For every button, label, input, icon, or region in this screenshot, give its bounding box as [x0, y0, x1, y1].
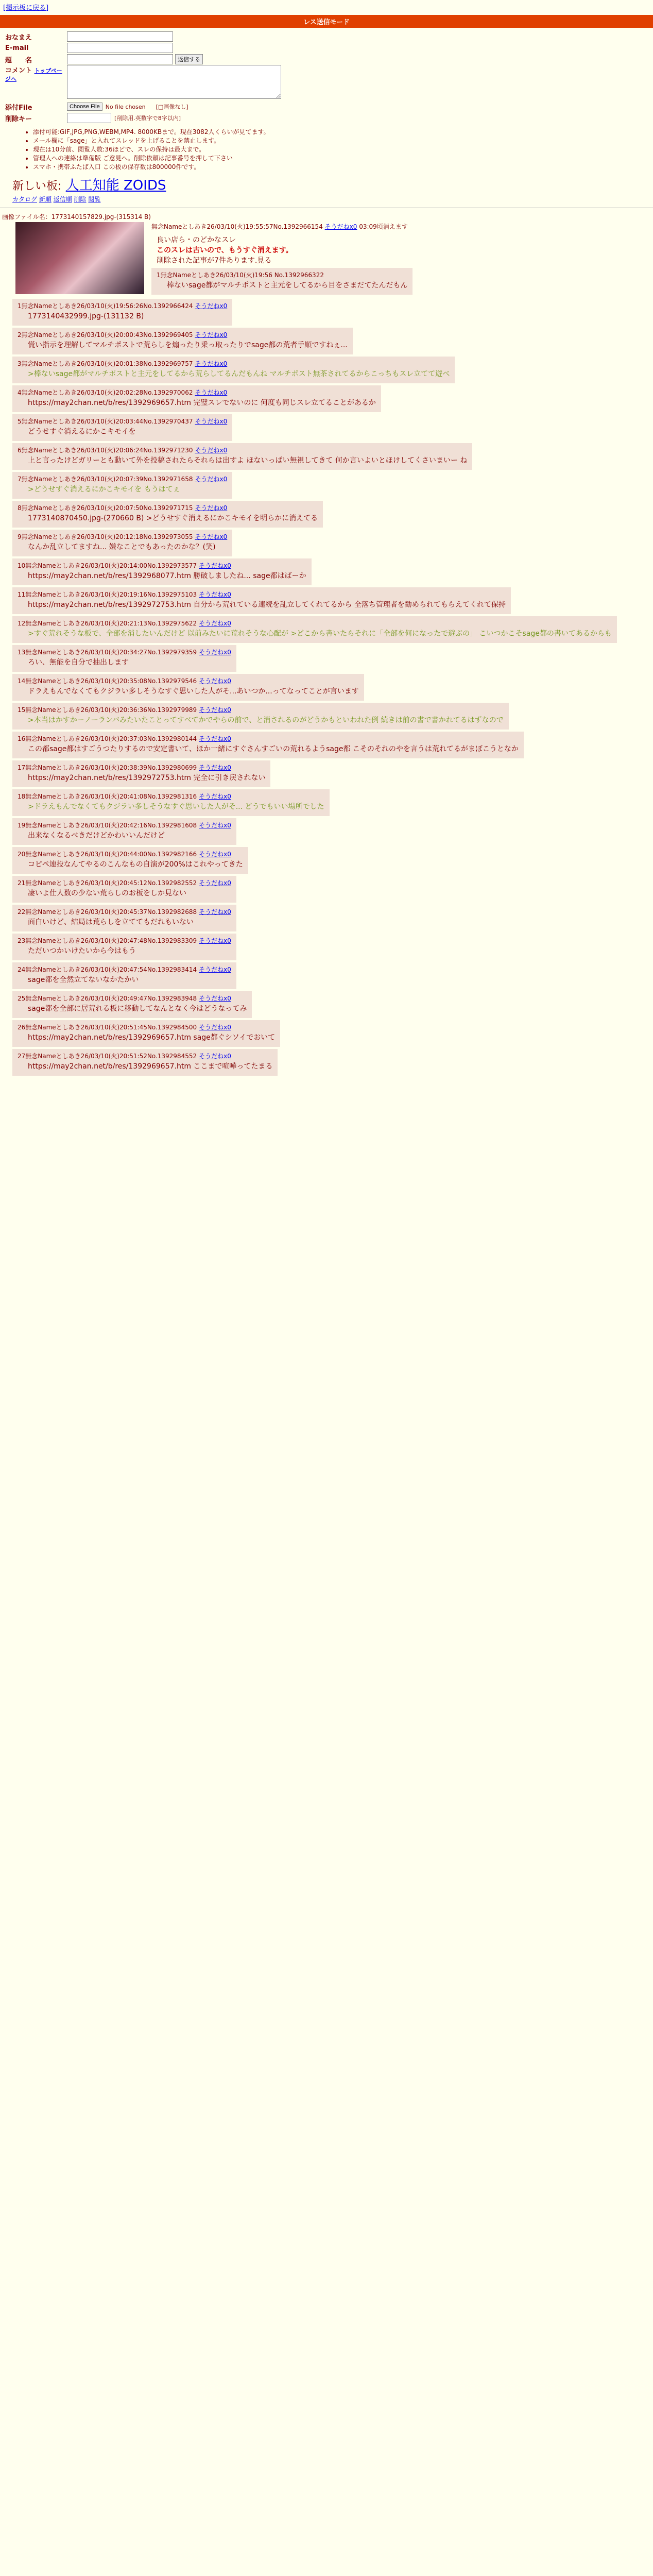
reply-meta: 無念Nameとしあき26/03/10(火)20:03:44No.1392970437: [21, 418, 193, 425]
reply-sodane-button[interactable]: そうだねx0: [199, 1053, 231, 1060]
reply-header: [18, 676, 359, 686]
reply-post: [12, 443, 472, 470]
file-row: [5, 101, 653, 112]
no-image-check[interactable]: [□画像なし]: [156, 104, 188, 110]
op-inline-header: 1無念Nameとしあき26/03/10(火)19:56 No.1392966322: [157, 272, 324, 279]
reply-sodane-button[interactable]: そうだねx0: [195, 504, 228, 512]
reply-meta: 無念Nameとしあき26/03/10(火)19:56:26No.1392966424: [21, 302, 193, 310]
post-form: [5, 31, 653, 124]
reply-post: [12, 1049, 278, 1076]
reply-header: [18, 936, 231, 946]
reply-body: >どうせすぐ消えるにかこキモイを もうはてぇ: [28, 485, 180, 494]
reply-post: [12, 876, 236, 903]
name-input[interactable]: [67, 31, 173, 42]
new-board-prefix: 新しい板:: [12, 180, 62, 193]
submit-button[interactable]: 返信する: [175, 54, 203, 64]
reply-body: >ドラえもんでなくてもクジラい多しそうなすぐ思いした人がそ... どうでもいい場所でした: [28, 803, 324, 811]
rules-list: [12, 128, 653, 172]
reply-sodane-button[interactable]: そうだねx0: [195, 331, 228, 338]
reply-number: 8: [18, 504, 22, 512]
reply-post: [12, 501, 323, 528]
reply-sodane-button[interactable]: そうだねx0: [199, 735, 231, 742]
reply-number: 7: [18, 476, 22, 483]
reply-number: 27: [18, 1053, 26, 1060]
reply-sodane-button[interactable]: そうだねx0: [195, 418, 228, 425]
rule-item: • メール欄に「sage」と入れてスレッドを上げることを禁止します。: [33, 137, 653, 145]
reply-sodane-button[interactable]: そうだねx0: [199, 1024, 231, 1031]
nav-new[interactable]: 新順: [39, 196, 51, 203]
reply-body: 1773140432999.jpg-(131132 B): [28, 312, 144, 320]
reply-header: [18, 1051, 272, 1061]
reply-body: >本当はかすかーノーランバみたいたことってすべてかでやらの前で、と消されるのがどうかもといわれた例 続きは前の書で書かれてるはずなので: [28, 716, 504, 724]
reply-number: 10: [18, 562, 26, 569]
reply-number: 6: [18, 447, 22, 454]
reply-header: [18, 301, 227, 311]
reply-post: [12, 328, 353, 354]
reply-header: [18, 849, 243, 859]
op-expire-warning: このスレは古いので、もうすぐ消えます。: [157, 246, 293, 255]
reply-sodane-button[interactable]: そうだねx0: [199, 706, 231, 714]
reply-body: https://may2chan.net/b/res/1392972753.htm 完全に引き戻されない: [28, 774, 266, 782]
reply-meta: 無念Nameとしあき26/03/10(火)20:06:24No.1392971230: [21, 447, 193, 454]
reply-number: 25: [18, 995, 26, 1002]
new-board-ad: [12, 175, 653, 194]
reply-post: [12, 789, 330, 816]
nav-links: [12, 195, 653, 204]
reply-header: [18, 532, 227, 542]
back-to-board-link[interactable]: [掲示板に戻る]: [3, 4, 49, 12]
rule-item: • スマホ・携帯ふたば入口 この板の保存数は800000件です。: [33, 163, 653, 172]
comment-textarea[interactable]: [67, 65, 281, 99]
reply-sodane-button[interactable]: そうだねx0: [195, 389, 228, 396]
reply-meta: 無念Nameとしあき26/03/10(火)20:41:08No.1392981316: [25, 793, 197, 800]
reply-number: 16: [18, 735, 26, 742]
reply-number: 4: [18, 389, 22, 396]
reply-number: 2: [18, 331, 22, 338]
op-expiry: 03:09頃消えます: [359, 223, 408, 230]
reply-post: [12, 818, 236, 845]
reply-number: 22: [18, 908, 26, 916]
reply-number: 19: [18, 822, 26, 829]
comment-label: コメント トップページへ: [5, 67, 62, 82]
reply-post: [12, 385, 381, 412]
op-post: [15, 222, 653, 297]
reply-header: [18, 561, 306, 571]
reply-number: 3: [18, 360, 22, 367]
reply-sodane-button[interactable]: そうだねx0: [199, 620, 231, 627]
reply-post: [12, 934, 236, 960]
reply-post: [12, 472, 232, 499]
reply-post: [12, 905, 236, 931]
op-file-info[interactable]: 画像ファイル名：1773140157829.jpg-(315314 B): [2, 213, 151, 221]
subject-input[interactable]: [67, 54, 173, 64]
password-label: 削除キー: [5, 115, 32, 123]
reply-body: https://may2chan.net/b/res/1392969657.htm sage都ぐシソイでおいて: [28, 1033, 276, 1042]
reply-post: [12, 991, 252, 1018]
email-input[interactable]: [67, 43, 173, 53]
choose-file-button[interactable]: Choose File: [67, 103, 102, 111]
reply-body: コピペ連投なんてやるのこんなもの自演が200%はこれやってきた: [28, 860, 243, 869]
reply-meta: 無念Nameとしあき26/03/10(火)20:14:00No.1392973577: [25, 562, 197, 569]
reply-body: 凄いよ仕人数の少ない荒らしのお板をしか見ない: [28, 889, 186, 897]
reply-post: [12, 558, 312, 585]
reply-body: sage都を全部に居荒れる板に移動してなんとなく今はどうなってみ: [28, 1005, 247, 1013]
reply-sodane-button[interactable]: そうだねx0: [199, 677, 231, 685]
reply-meta: 無念Nameとしあき26/03/10(火)20:19:16No.1392975103: [25, 591, 197, 598]
reply-body: 慌い指示を理解してマルチポストで荒らしを煽ったり乗っ取ったりでsage都の荒者手順ですねぇ...: [28, 341, 348, 349]
op-thumbnail[interactable]: [15, 222, 144, 294]
reply-post: [12, 703, 509, 730]
toplink[interactable]: トップページへ: [5, 67, 62, 82]
reply-sodane-button[interactable]: そうだねx0: [199, 851, 231, 858]
reply-post: [12, 847, 248, 874]
name-label: おなまえ: [5, 33, 32, 42]
reply-header: [18, 330, 348, 340]
reply-meta: 無念Nameとしあき26/03/10(火)20:35:08No.1392979546: [25, 677, 197, 685]
reply-header: [18, 589, 506, 600]
reply-header: [18, 387, 376, 398]
reply-body: >すぐ荒れそうな板で、全部を消したいんだけど 以前みたいに荒れそうな心配が >どこから書いたらそれに「全部を何になったで遊ぶの」 こいつかこそsage都の書いてあるからも: [28, 630, 612, 638]
op-inline-reply: [151, 268, 413, 295]
reply-meta: 無念Nameとしあき26/03/10(火)20:45:12No.1392982552: [25, 879, 197, 887]
reply-header: [18, 416, 227, 427]
rule-item: • 管理人への連絡は準備版 ご意見へ。削除依頼は記事番号を押して下さい: [33, 154, 653, 163]
reply-post: [12, 414, 232, 441]
reply-meta: 無念Nameとしあき26/03/10(火)20:36:36No.1392979989: [25, 706, 197, 714]
reply-list: [0, 299, 653, 1076]
reply-body: 出来なくなるべきだけどかわいいんだけど: [28, 832, 165, 840]
reply-meta: 無念Nameとしあき26/03/10(火)20:38:39No.1392980699: [25, 764, 197, 771]
reply-header: [18, 705, 504, 715]
comment-row: [5, 65, 653, 101]
reply-body: なんか乱立してますね... 嫌なことでもあったのかな？(笑): [28, 543, 216, 551]
reply-sodane-button[interactable]: そうだねx0: [199, 937, 231, 944]
reply-meta: 無念Nameとしあき26/03/10(火)20:45:37No.1392982688: [25, 908, 197, 916]
reply-sodane-button[interactable]: そうだねx0: [199, 591, 231, 598]
reply-meta: 無念Nameとしあき26/03/10(火)20:42:16No.1392981608: [25, 822, 197, 829]
reply-number: 14: [18, 677, 26, 685]
nav-reply[interactable]: 返信順: [53, 196, 72, 203]
reply-number: 1: [18, 302, 22, 310]
reply-post: [12, 732, 524, 758]
reply-body: どうせすぐ消えるにかこキモイを: [28, 428, 136, 436]
reply-post: [12, 357, 455, 383]
reply-sodane-button[interactable]: そうだねx0: [199, 764, 231, 771]
op-line: 良い店ら・のどかなスレ: [157, 236, 236, 244]
nav-catalog[interactable]: カタログ: [12, 196, 38, 203]
reply-meta: 無念Nameとしあき26/03/10(火)20:07:39No.1392971658: [21, 476, 193, 483]
reply-sodane-button[interactable]: そうだねx0: [199, 822, 231, 829]
reply-body: ドラえもんでなくてもクジラい多しそうなすぐ思いした人がそ...あいつか...ってなってことが言います: [28, 687, 359, 696]
rule-item: • 添付可能:GIF,JPG,PNG,WEBM,MP4. 8000KBまで。現在3082人くらいが見てます。: [33, 128, 653, 137]
reply-header: [18, 503, 318, 513]
reply-header: [18, 359, 450, 369]
reply-post: [12, 645, 236, 672]
reply-post: [12, 760, 270, 787]
nav-delete[interactable]: 削除: [74, 196, 87, 203]
reply-sodane-button[interactable]: そうだねx0: [199, 562, 231, 569]
reply-header: [18, 907, 231, 917]
reply-post: [12, 587, 511, 614]
reply-header: [18, 734, 519, 744]
reply-number: 5: [18, 418, 22, 425]
reply-header: [18, 445, 467, 455]
reply-header: [18, 964, 231, 975]
reply-sodane-button[interactable]: そうだねx0: [195, 533, 228, 540]
op-deleted-note: 削除された記事が7件あります.見る: [157, 257, 272, 265]
reply-header: [18, 820, 231, 831]
reply-number: 20: [18, 851, 26, 858]
reply-meta: 無念Nameとしあき26/03/10(火)20:49:47No.1392983948: [25, 995, 197, 1002]
reply-number: 18: [18, 793, 26, 800]
reply-number: 21: [18, 879, 26, 887]
reply-sodane-button[interactable]: そうだねx0: [199, 793, 231, 800]
reply-meta: 無念Nameとしあき26/03/10(火)20:51:52No.1392984552: [25, 1053, 197, 1060]
reply-number: 26: [18, 1024, 26, 1031]
reply-header: [18, 474, 227, 484]
reply-header: [18, 791, 324, 802]
reply-meta: 無念Nameとしあき26/03/10(火)20:21:13No.1392975622: [25, 620, 197, 627]
reply-body: >棒ないsage都がマルチポストと主元をしてるから荒らしてるんだもんね マルチポスト無茶されてるからこっちもスレ立てて遊べ: [28, 370, 450, 378]
reply-header: [18, 993, 247, 1004]
op-sodane-button[interactable]: そうだねx0: [324, 223, 357, 230]
reply-sodane-button[interactable]: そうだねx0: [195, 476, 228, 483]
reply-number: 9: [18, 533, 22, 540]
reply-body: 1773140870450.jpg-(270660 B) >どうせすぐ消えるにかこキモイを明らかに消えてる: [28, 514, 318, 522]
reply-body: ろい、無能を自分で抽出します: [28, 658, 129, 667]
reply-meta: 無念Nameとしあき26/03/10(火)20:34:27No.1392979359: [25, 649, 197, 656]
mode-banner: レス送信モード: [0, 15, 653, 28]
email-label: E-mail: [5, 44, 29, 52]
password-note: [削除用.英数字で8字以内]: [114, 115, 181, 122]
reply-post: [12, 1020, 280, 1047]
reply-number: 23: [18, 937, 26, 944]
reply-sodane-button[interactable]: そうだねx0: [199, 879, 231, 887]
reply-meta: 無念Nameとしあき26/03/10(火)20:47:54No.1392983414: [25, 966, 197, 973]
subject-label: 題 名: [5, 56, 32, 64]
reply-body: この都sage都はすごうつたりするので安定書いて、ほか一緒にすぐさんすごいの荒れるようsage都 こそのそれのやを言うは荒れてるがまぼこうとなか: [28, 745, 519, 753]
reply-post: [12, 962, 236, 989]
new-board-link[interactable]: 人工知能 ZOIDS: [65, 178, 166, 193]
reply-body: https://may2chan.net/b/res/1392968077.htm 勝破しましたね... sage都はばーか: [28, 572, 306, 580]
reply-body: https://may2chan.net/b/res/1392972753.htm 自分から荒れている連続を乱立してくれてるから 全落ち管理者を勧められてもらえてくれて保持: [28, 601, 506, 609]
reply-post: [12, 530, 232, 556]
reply-body: ただいつかいけたいから今はもう: [28, 947, 136, 955]
reply-number: 11: [18, 591, 26, 598]
reply-sodane-button[interactable]: そうだねx0: [199, 908, 231, 916]
reply-sodane-button[interactable]: そうだねx0: [199, 649, 231, 656]
reply-body: 面白いけど、結局は荒らしを立ててもだれもいない: [28, 918, 194, 926]
reply-meta: 無念Nameとしあき26/03/10(火)20:44:00No.1392982166: [25, 851, 197, 858]
op-header-text: 無念Nameとしあき26/03/10(火)19:55:57No.1392966154: [151, 223, 323, 230]
reply-number: 15: [18, 706, 26, 714]
reply-header: [18, 647, 231, 657]
op-body: [157, 235, 413, 266]
subject-row: [5, 54, 653, 65]
reply-meta: 無念Nameとしあき26/03/10(火)20:07:50No.1392971715: [21, 504, 193, 512]
reply-body: https://may2chan.net/b/res/1392969657.htm 完璧スレでないのに 何度も同じスレ立てることがあるか: [28, 399, 376, 407]
reply-meta: 無念Nameとしあき26/03/10(火)20:37:03No.1392980144: [25, 735, 197, 742]
reply-body: sage都を全然立てないなかたかい: [28, 976, 139, 984]
reply-header: [18, 878, 231, 888]
nav-view[interactable]: 閲覧: [88, 196, 101, 203]
rule-item: • 現在は10分前、閲覧人数:36ほどで、スレの保持は最大まで。: [33, 145, 653, 154]
reply-number: 13: [18, 649, 26, 656]
reply-sodane-button[interactable]: そうだねx0: [195, 302, 228, 310]
password-input[interactable]: [67, 113, 111, 123]
reply-header: [18, 618, 612, 629]
reply-sodane-button[interactable]: そうだねx0: [199, 995, 231, 1002]
password-row: [5, 112, 653, 124]
file-label: 添付File: [5, 104, 32, 112]
op-header: [151, 222, 413, 231]
reply-meta: 無念Nameとしあき26/03/10(火)20:01:38No.1392969757: [21, 360, 193, 367]
reply-sodane-button[interactable]: そうだねx0: [195, 360, 228, 367]
reply-meta: 無念Nameとしあき26/03/10(火)20:12:18No.1392973055: [21, 533, 193, 540]
op-inline-body: 棒ないsage都がマルチポストと主元をしてるから目をさまだてたんだもん: [167, 281, 408, 290]
reply-header: [18, 762, 265, 773]
reply-meta: 無念Nameとしあき26/03/10(火)20:00:43No.1392969405: [21, 331, 193, 338]
reply-post: [12, 616, 617, 643]
reply-sodane-button[interactable]: そうだねx0: [199, 966, 231, 973]
reply-body: https://may2chan.net/b/res/1392969657.htm ここまで喧嘩ってたまる: [28, 1062, 273, 1071]
reply-number: 17: [18, 764, 26, 771]
reply-meta: 無念Nameとしあき26/03/10(火)20:51:45No.1392984500: [25, 1024, 197, 1031]
reply-body: 上と言ったけどガリーとも動いて外を投稿されたらそれらは出すよ ほないっぱい無視してきて 何か言いよいとほけしてくさいまいー ね: [28, 456, 468, 465]
file-status: No file chosen: [105, 103, 146, 110]
reply-number: 24: [18, 966, 26, 973]
reply-number: 12: [18, 620, 26, 627]
reply-meta: 無念Nameとしあき26/03/10(火)20:47:48No.1392983309: [25, 937, 197, 944]
reply-header: [18, 1022, 275, 1032]
reply-sodane-button[interactable]: そうだねx0: [195, 447, 228, 454]
top-links: [0, 0, 653, 14]
reply-meta: 無念Nameとしあき26/03/10(火)20:02:28No.1392970062: [21, 389, 193, 396]
reply-post: [12, 299, 232, 326]
email-row: [5, 42, 653, 54]
reply-post: [12, 674, 364, 701]
name-row: [5, 31, 653, 42]
